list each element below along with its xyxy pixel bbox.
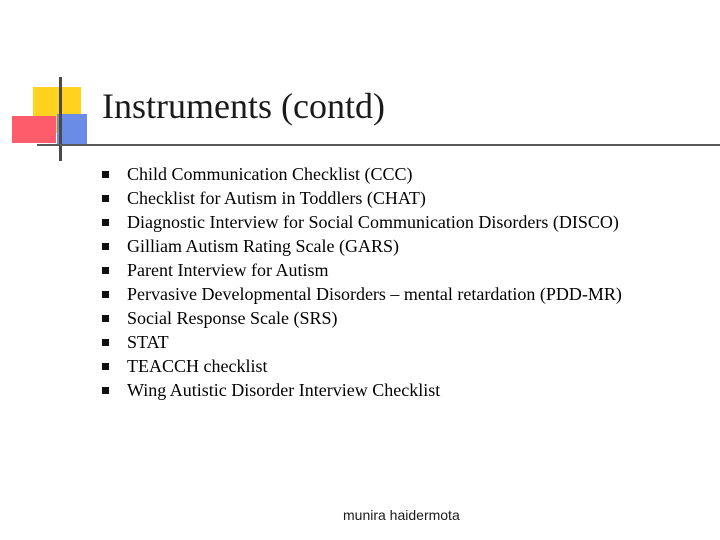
list-item [102,210,622,234]
list-item-text: Child Communication Checklist (CCC) [127,164,413,184]
square-bullet-icon [102,339,109,346]
bullet-list [102,162,622,402]
logo-vertical-line [59,77,62,161]
list-item-text: TEACCH checklist [127,356,268,376]
list-item-text: STAT [127,332,169,352]
list-item-text: Social Response Scale (SRS) [127,308,338,328]
title-underline [37,144,720,146]
slide-title: Instruments (contd) [102,86,385,126]
list-item-text: Wing Autistic Disorder Interview Checklist [127,380,441,400]
list-item-text: Pervasive Developmental Disorders – mental retardation (PDD-MR) [127,284,622,304]
list-item [102,234,622,258]
list-item [102,186,622,210]
list-item [102,354,622,378]
square-bullet-icon [102,363,109,370]
logo-red-block [12,116,56,143]
list-item [102,162,622,186]
decorative-logo [0,0,720,170]
list-item-text: Parent Interview for Autism [127,260,329,280]
square-bullet-icon [102,267,109,274]
square-bullet-icon [102,171,109,178]
list-item [102,378,622,402]
list-item-text: Gilliam Autism Rating Scale (GARS) [127,236,399,256]
square-bullet-icon [102,387,109,394]
square-bullet-icon [102,243,109,250]
list-item-text: Checklist for Autism in Toddlers (CHAT) [127,188,426,208]
square-bullet-icon [102,315,109,322]
list-item [102,258,622,282]
list-item [102,306,622,330]
square-bullet-icon [102,195,109,202]
square-bullet-icon [102,219,109,226]
square-bullet-icon [102,291,109,298]
list-item-text: Diagnostic Interview for Social Communication Disorders (DISCO) [127,212,619,232]
list-item [102,330,622,354]
footer-author: munira haidermota [343,507,460,523]
list-item [102,282,622,306]
